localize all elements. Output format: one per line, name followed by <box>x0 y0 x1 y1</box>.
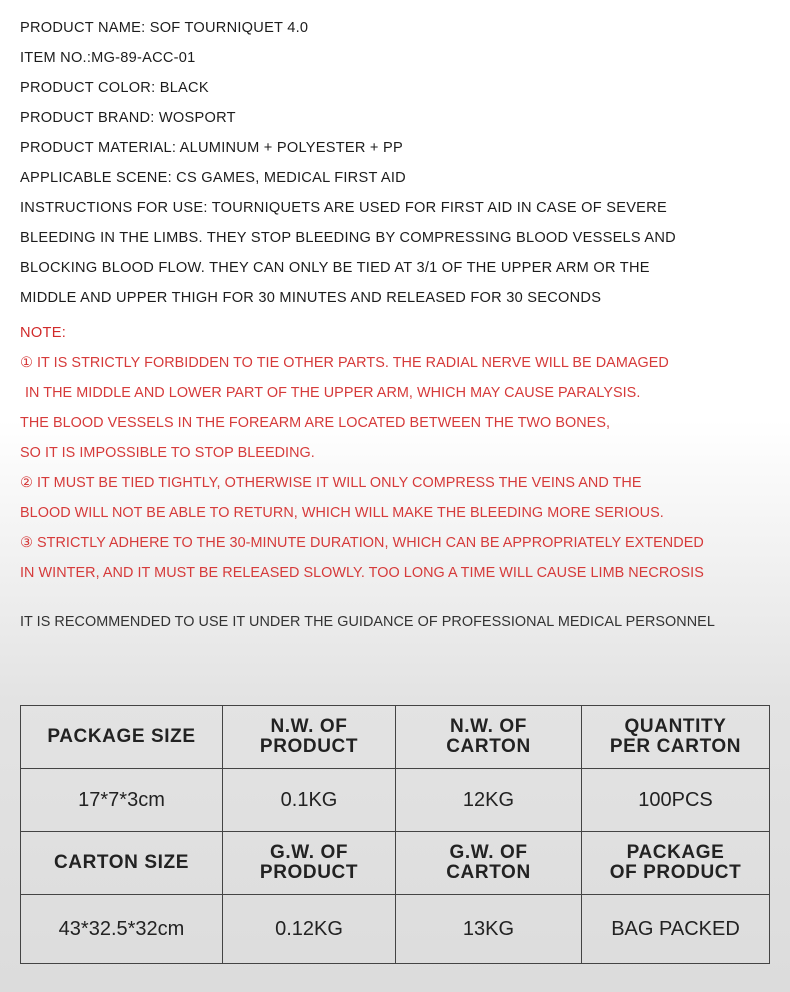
note-line: IN WINTER, AND IT MUST BE RELEASED SLOWLY. TOO LONG A TIME WILL CAUSE LIMB NECROSIS <box>20 565 704 581</box>
note-line: IN THE MIDDLE AND LOWER PART OF THE UPPER ARM, WHICH MAY CAUSE PARALYSIS. <box>25 385 641 401</box>
header-carton-size: CARTON SIZE <box>21 832 223 895</box>
header-nw-product: N.W. OF PRODUCT <box>223 706 396 769</box>
spec-product-brand: PRODUCT BRAND: WOSPORT <box>20 110 236 126</box>
spec-item-number: ITEM NO.:MG-89-ACC-01 <box>20 50 196 66</box>
header-quantity-per-carton: QUANTITY PER CARTON <box>582 706 770 769</box>
header-package-size: PACKAGE SIZE <box>21 706 223 769</box>
note-line: THE BLOOD VESSELS IN THE FOREARM ARE LOCATED BETWEEN THE TWO BONES, <box>20 415 611 431</box>
spec-instructions-line: BLOCKING BLOOD FLOW. THEY CAN ONLY BE TIED AT 3/1 OF THE UPPER ARM OR THE <box>20 260 650 276</box>
value-nw-carton: 12KG <box>396 769 582 832</box>
packaging-spec-table <box>20 705 770 964</box>
spec-instructions-line: MIDDLE AND UPPER THIGH FOR 30 MINUTES AND RELEASED FOR 30 SECONDS <box>20 290 602 306</box>
note-line: ① IT IS STRICTLY FORBIDDEN TO TIE OTHER PARTS. THE RADIAL NERVE WILL BE DAMAGED <box>20 355 669 371</box>
note-line: ② IT MUST BE TIED TIGHTLY, OTHERWISE IT WILL ONLY COMPRESS THE VEINS AND THE <box>20 475 642 491</box>
value-quantity-per-carton: 100PCS <box>582 769 770 832</box>
header-package-of-product: PACKAGE OF PRODUCT <box>582 832 770 895</box>
value-gw-product: 0.12KG <box>223 895 396 964</box>
value-package-size: 17*7*3cm <box>21 769 223 832</box>
note-line: ③ STRICTLY ADHERE TO THE 30-MINUTE DURATION, WHICH CAN BE APPROPRIATELY EXTENDED <box>20 535 704 551</box>
spec-product-color: PRODUCT COLOR: BLACK <box>20 80 209 96</box>
note-line: BLOOD WILL NOT BE ABLE TO RETURN, WHICH WILL MAKE THE BLEEDING MORE SERIOUS. <box>20 505 664 521</box>
note-line: SO IT IS IMPOSSIBLE TO STOP BLEEDING. <box>20 445 315 461</box>
usage-recommendation: IT IS RECOMMENDED TO USE IT UNDER THE GUIDANCE OF PROFESSIONAL MEDICAL PERSONNEL <box>20 614 715 630</box>
table-header-row <box>21 832 770 895</box>
value-nw-product: 0.1KG <box>223 769 396 832</box>
value-carton-size: 43*32.5*32cm <box>21 895 223 964</box>
table-header-row <box>21 706 770 769</box>
value-package-of-product: BAG PACKED <box>582 895 770 964</box>
spec-product-material: PRODUCT MATERIAL: ALUMINUM + POLYESTER + PP <box>20 140 403 156</box>
header-gw-product: G.W. OF PRODUCT <box>223 832 396 895</box>
value-gw-carton: 13KG <box>396 895 582 964</box>
product-spec-list <box>20 13 780 313</box>
spec-instructions-line: BLEEDING IN THE LIMBS. THEY STOP BLEEDING BY COMPRESSING BLOOD VESSELS AND <box>20 230 676 246</box>
spec-applicable-scene: APPLICABLE SCENE: CS GAMES, MEDICAL FIRST AID <box>20 170 406 186</box>
table-row <box>21 769 770 832</box>
header-nw-carton: N.W. OF CARTON <box>396 706 582 769</box>
spec-instructions-line: INSTRUCTIONS FOR USE: TOURNIQUETS ARE USED FOR FIRST AID IN CASE OF SEVERE <box>20 200 667 216</box>
note-title: NOTE: <box>20 325 67 341</box>
header-gw-carton: G.W. OF CARTON <box>396 832 582 895</box>
note-section <box>20 318 785 588</box>
spec-product-name: PRODUCT NAME: SOF TOURNIQUET 4.0 <box>20 20 309 36</box>
table-row <box>21 895 770 964</box>
